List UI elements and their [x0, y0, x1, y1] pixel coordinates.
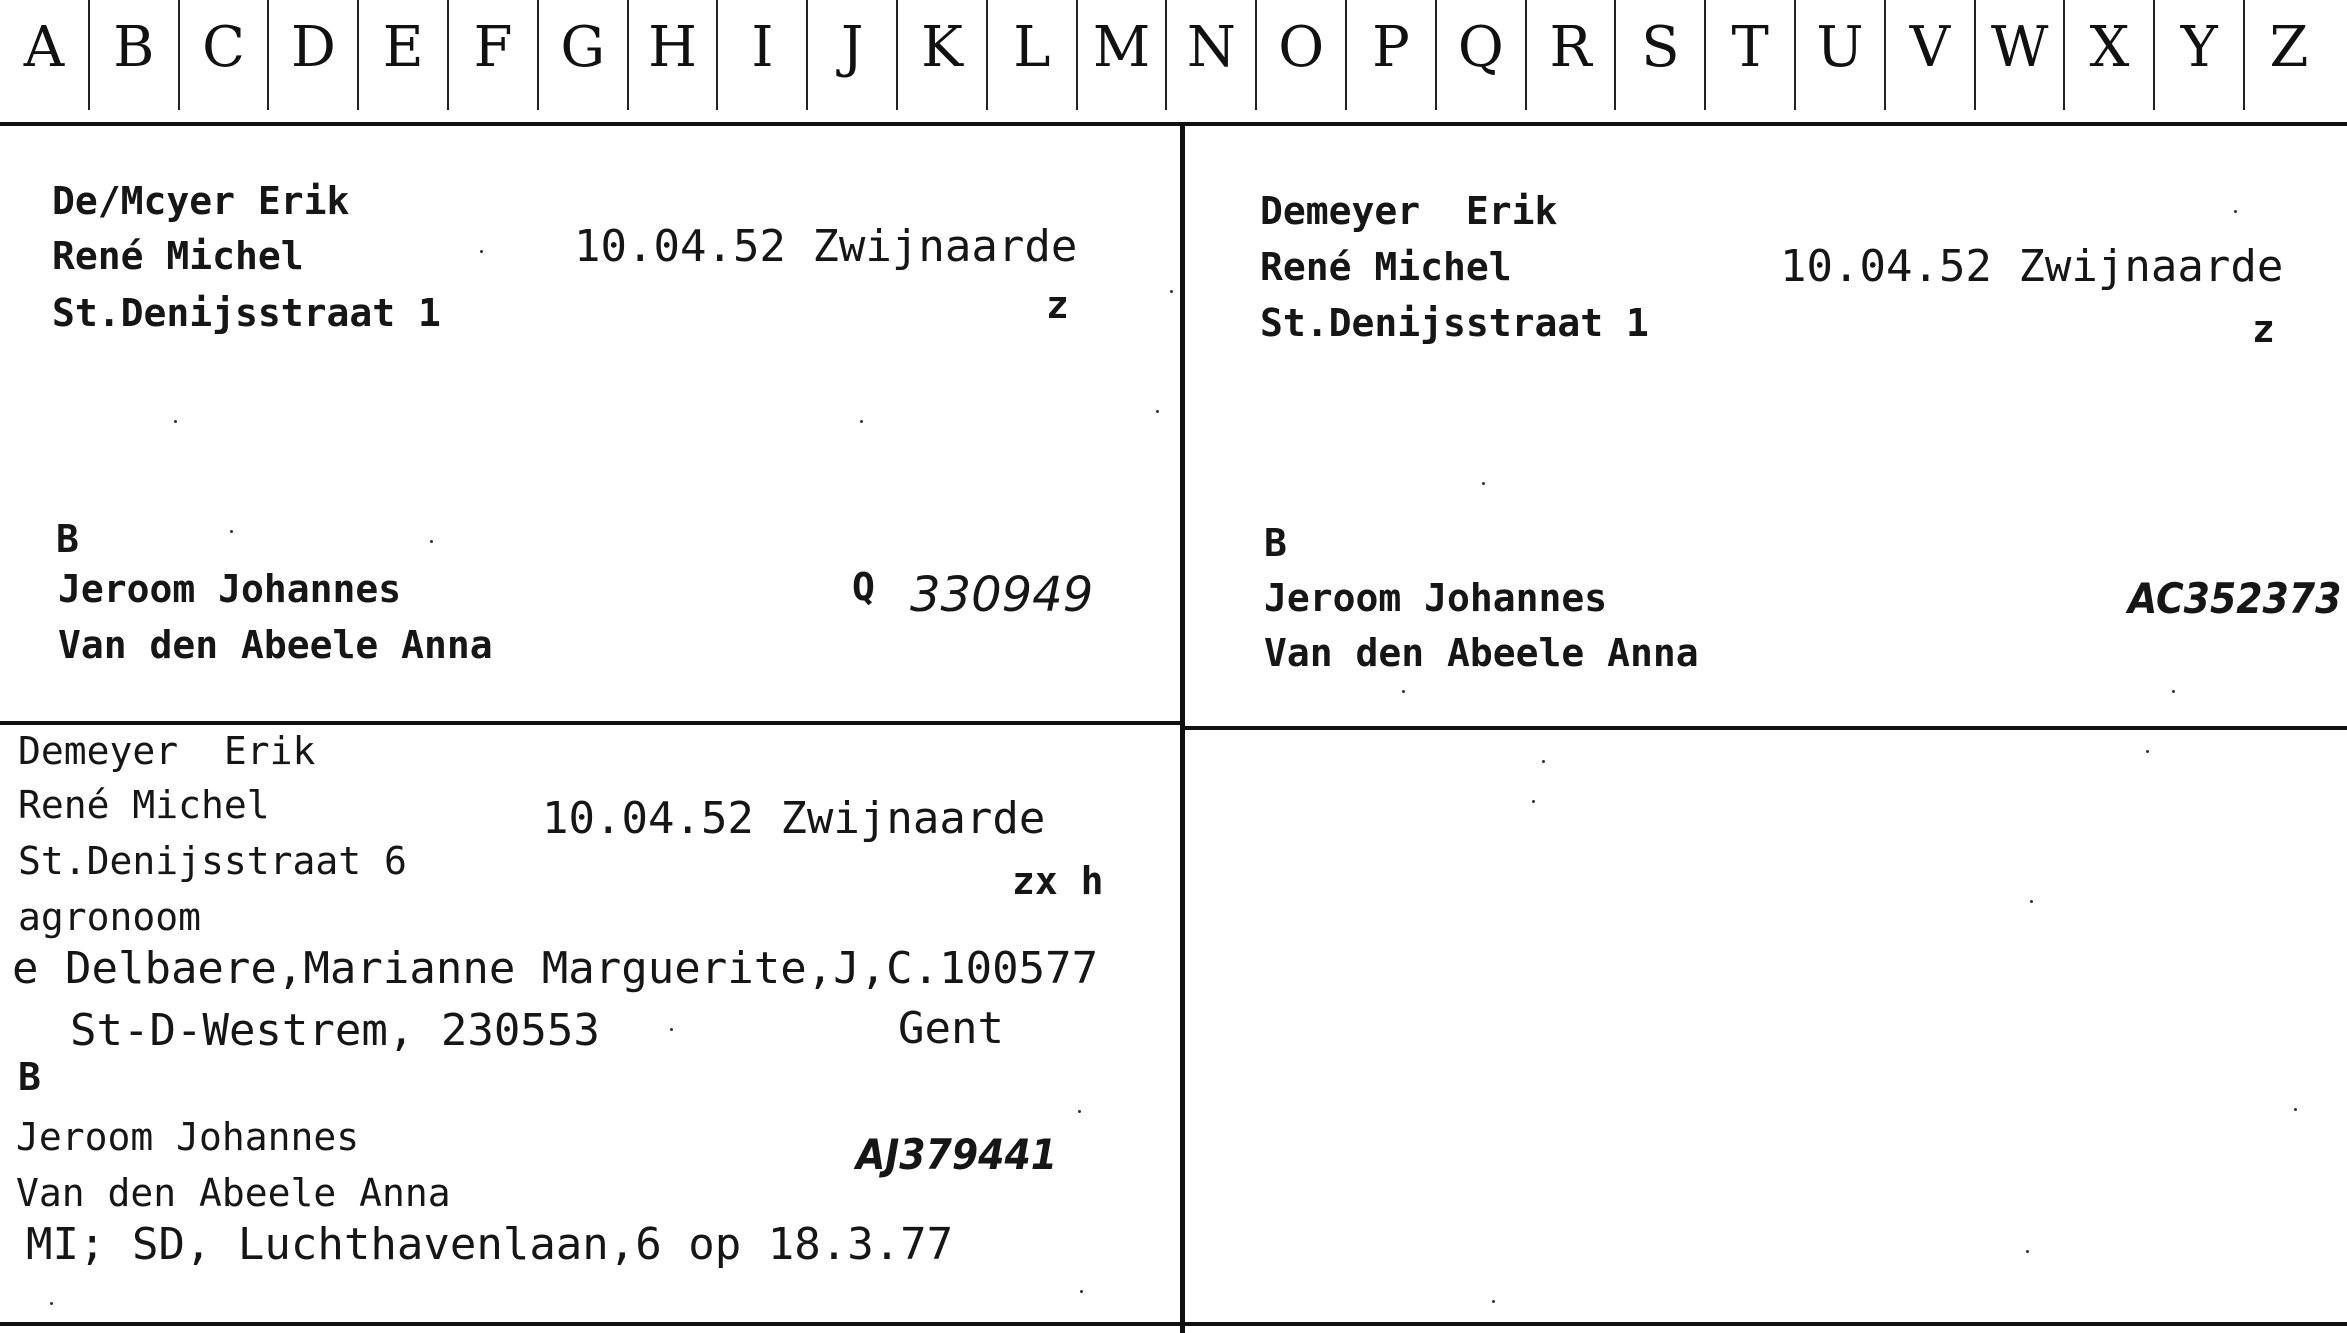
card-surname: De/Mcyer Erik: [52, 179, 350, 223]
card-mother: Van den Abeele Anna: [1264, 631, 1699, 675]
ruler-letter-w: W: [1990, 15, 2049, 80]
ruler-letter-o: O: [1278, 15, 1325, 80]
ruler-letter-c: C: [202, 15, 246, 80]
card-surname: Demeyer Erik: [1260, 189, 1558, 233]
ruler-letter-a: A: [23, 15, 65, 80]
card-spouse-place: St-D-Westrem, 230553: [70, 1005, 600, 1056]
ruler-letter-p: P: [1372, 15, 1410, 80]
card-number: AC352373: [2128, 574, 2342, 623]
card-move-note: MI; SD, Luchthavenlaan,6 op 18.3.77: [26, 1219, 954, 1270]
ruler-letter-q: Q: [1457, 15, 1504, 80]
ruler-letter-f: F: [473, 15, 513, 80]
card-divider-horizontal-left: [0, 721, 1180, 725]
alphabet-ruler: [0, 0, 2347, 126]
ruler-letter-v: V: [1909, 15, 1951, 80]
ruler-letter-j: J: [840, 15, 864, 80]
ruler-letter-m: M: [1092, 15, 1151, 80]
ruler-letter-i: I: [751, 15, 774, 80]
card-mark: zx h: [1012, 859, 1104, 903]
ruler-letter-s: S: [1641, 15, 1680, 80]
card-given-names: René Michel: [1260, 245, 1512, 289]
card-surname: Demeyer Erik: [18, 729, 316, 773]
card-mark: z: [2252, 307, 2275, 351]
ruler-letter-u: U: [1816, 15, 1864, 80]
ruler-letter-b: B: [113, 15, 155, 80]
ruler-letter-k: K: [921, 15, 963, 80]
ruler-letter-y: Y: [2180, 15, 2218, 80]
card-spouse: e Delbaere,Marianne Marguerite,J,C.100577: [12, 943, 1099, 994]
card-birth: 10.04.52 Zwijnaarde: [542, 793, 1046, 844]
ruler-letter-t: T: [1731, 15, 1769, 80]
card-prefix: Q: [852, 565, 875, 609]
card-letter: B: [18, 1055, 41, 1099]
card-divider-horizontal-right: [1185, 726, 2347, 730]
card-father: Jeroom Johannes: [16, 1115, 360, 1159]
card-mother: Van den Abeele Anna: [58, 623, 493, 667]
card-birth: 10.04.52 Zwijnaarde: [1780, 241, 2284, 292]
card-address: St.Denijsstraat 6: [18, 839, 407, 883]
ruler-letter-r: R: [1549, 15, 1592, 80]
ruler-letter-x: X: [2089, 15, 2130, 80]
card-birth: 10.04.52 Zwijnaarde: [574, 221, 1078, 272]
card-address: St.Denijsstraat 1: [1260, 301, 1649, 345]
card-number: AJ379441: [856, 1130, 1058, 1179]
ruler-letter-z: Z: [2269, 15, 2309, 80]
ruler-letter-h: H: [648, 15, 698, 80]
ruler-letter-n: N: [1186, 15, 1236, 80]
card-given-names: René Michel: [52, 234, 304, 278]
card-letter: B: [1264, 521, 1287, 565]
card-spouse-city: Gent: [898, 1003, 1004, 1054]
ruler-letter-e: E: [382, 15, 424, 80]
ruler-letter-d: D: [290, 15, 336, 80]
card-profession: agronoom: [18, 895, 202, 939]
card-bottom-edge-right: [1185, 1322, 2347, 1326]
card-mark: z: [1046, 283, 1069, 327]
card-mother: Van den Abeele Anna: [16, 1171, 451, 1215]
card-bottom-edge-left: [0, 1322, 1180, 1326]
ruler-letter-g: G: [560, 15, 606, 80]
card-address: St.Denijsstraat 1: [52, 291, 441, 335]
card-letter: B: [56, 517, 79, 561]
card-given-names: René Michel: [18, 783, 270, 827]
card-father: Jeroom Johannes: [1264, 576, 1608, 620]
ruler-letter-l: L: [1013, 15, 1051, 80]
card-number: 330949: [910, 567, 1094, 623]
card-father: Jeroom Johannes: [58, 567, 402, 611]
